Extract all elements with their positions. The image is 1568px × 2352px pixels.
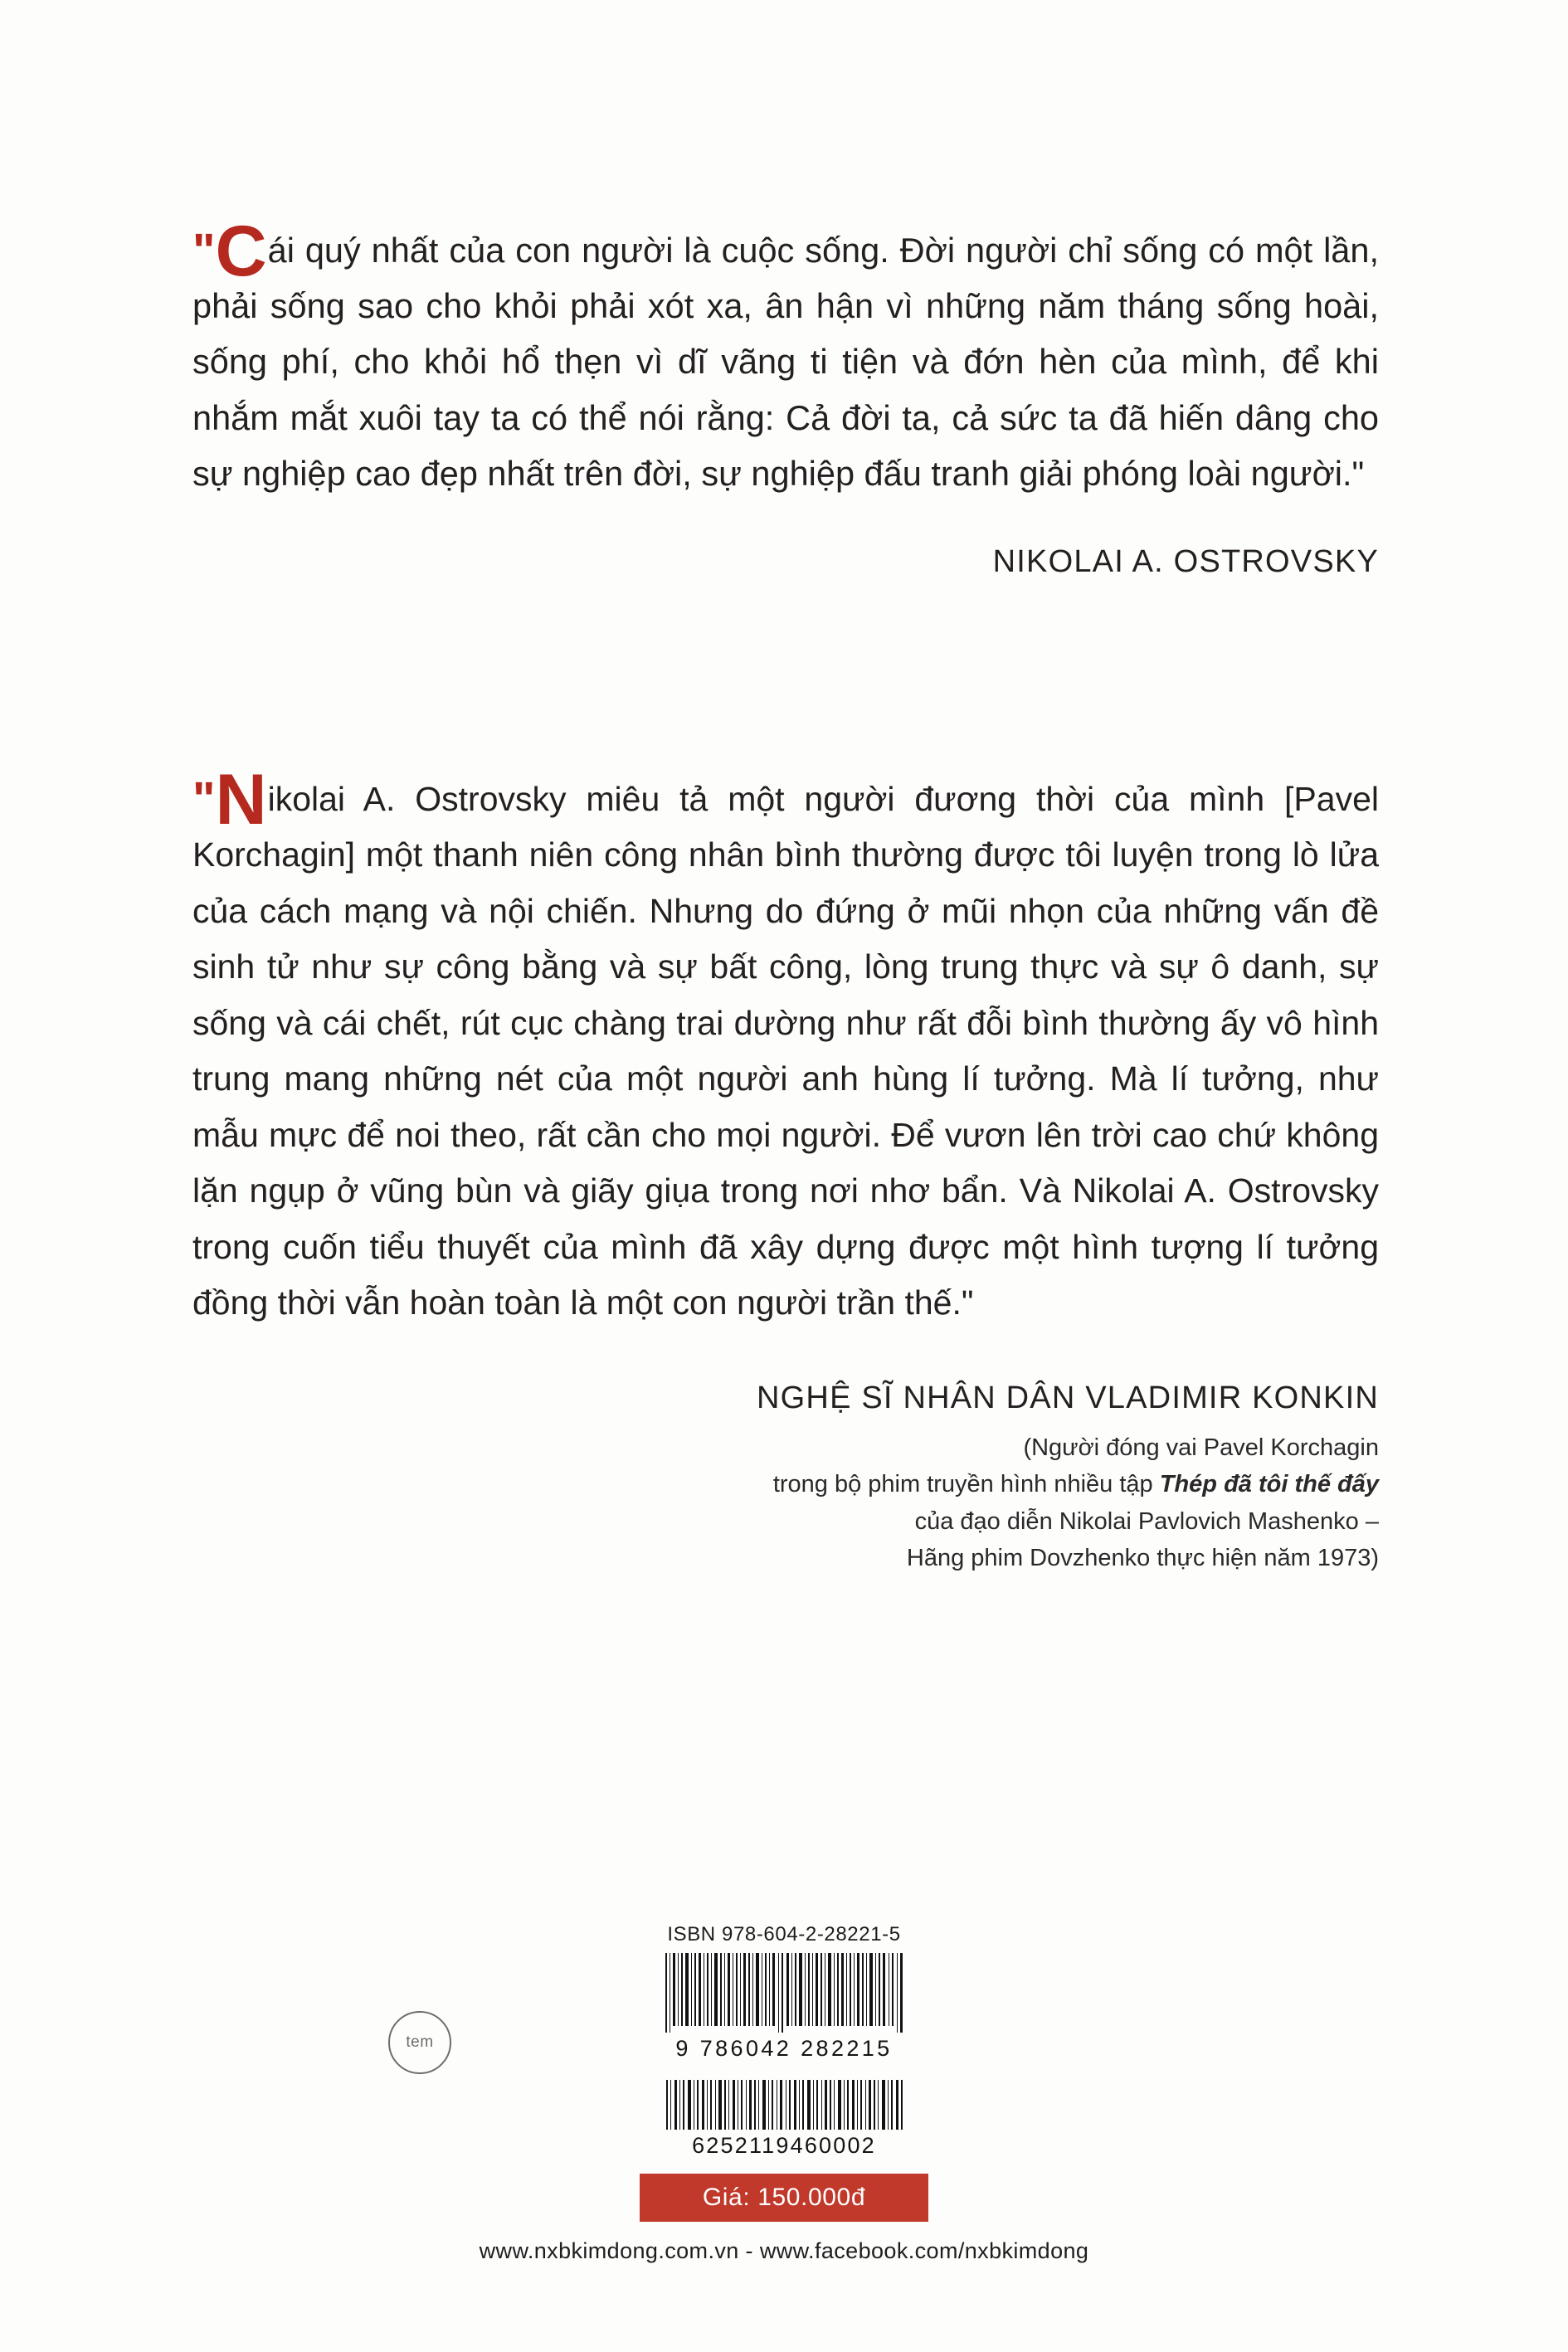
quote-block-ostrovsky [192, 212, 1379, 580]
quote-one-attribution: NIKOLAI A. OSTROVSKY [992, 544, 1379, 580]
isbn-label: ISBN 978-604-2-28221-5 [667, 1923, 901, 1945]
sub-attribution-line-2 [192, 1466, 1379, 1502]
film-intro-text: trong bộ phim truyền hình nhiều tập [772, 1471, 1160, 1498]
quote-one-text [192, 212, 1379, 501]
quote-two-sub-attribution [192, 1429, 1379, 1575]
quote-one-body: ái quý nhất của con người là cuộc sống. Đời người chỉ sống có một lần, phải sống sao cho khỏi phải xót xa, ân hận vì những năm tháng sống hoài, sống phí, cho khỏi hổ thẹn vì dĩ vãng ti tiện và đớn hèn của mình, để khi nhắm mắt xuôi tay ta có thể nói rằng: Cả đời ta, cả sức ta đã hiến dâng cho sự nghiệp cao đẹp nhất trên đời, sự nghiệp đấu tranh giải phóng loài người." [192, 231, 1379, 493]
secondary-barcode-icon [664, 2080, 904, 2130]
price-label: Giá: 150.000đ [702, 2184, 866, 2211]
drop-cap-letter: C [215, 212, 267, 291]
price-badge [640, 2174, 928, 2222]
sub-attribution-line-3: của đạo diễn Nikolai Pavlovich Mashenko – [914, 1507, 1379, 1535]
film-title: Thép đã tôi thế đấy [1159, 1471, 1379, 1498]
footer-links[interactable]: www.nxbkimdong.com.vn - www.facebook.com/nxbkimdong [479, 2238, 1089, 2263]
open-quote-mark: " [192, 224, 214, 278]
barcode-wrapper [640, 1953, 928, 2222]
quote-block-konkin [192, 760, 1379, 1576]
quote-two-body: ikolai A. Ostrovsky miêu tả một người đương thời của mình [Pavel Korchagin] một thanh niên công nhân bình thường được tôi luyện trong lò lửa của cách mạng và nội chiến. Nhưng do đứng ở mũi nhọn của những vấn đề sinh tử như sự công bằng và sự bất công, lòng trung thực và sự ô danh, sự sống và cái chết, rút cục chàng trai dường như rất đỗi bình thường ấy vô hình trung mang những nét của một người anh hùng lí tưởng. Mà lí tưởng, như mẫu mực để noi theo, rất cần cho mọi người. Để vươn lên trời cao chứ không lặn ngụp ở vũng bùn và giãy giụa trong nơi nhơ bẩn. Và Nikolai A. Ostrovsky trong cuốn tiểu thuyết của mình đã xây dựng được một hình tượng lí tưởng đồng thời vẫn hoàn toàn là một con người trần thế." [192, 780, 1379, 1322]
sub-attribution-line-4: Hãng phim Dovzhenko thực hiện năm 1973) [906, 1544, 1379, 1571]
open-quote-mark: " [192, 772, 214, 826]
sub-attribution-line-1: (Người đóng vai Pavel Korchagin [1023, 1434, 1379, 1462]
drop-cap-letter: N [215, 760, 267, 840]
quote-two-text [192, 760, 1379, 1331]
quote-two-attribution: NGHỆ SĨ NHÂN DÂN VLADIMIR KONKIN [757, 1381, 1379, 1416]
isbn-barcode-digits: 9 786042 282215 [675, 2036, 893, 2061]
secondary-barcode-digits: 6252119460002 [692, 2133, 876, 2158]
stamp-label: tem [406, 2033, 434, 2051]
isbn-barcode-group [0, 1923, 1568, 2222]
isbn-barcode-icon [664, 1953, 904, 2033]
